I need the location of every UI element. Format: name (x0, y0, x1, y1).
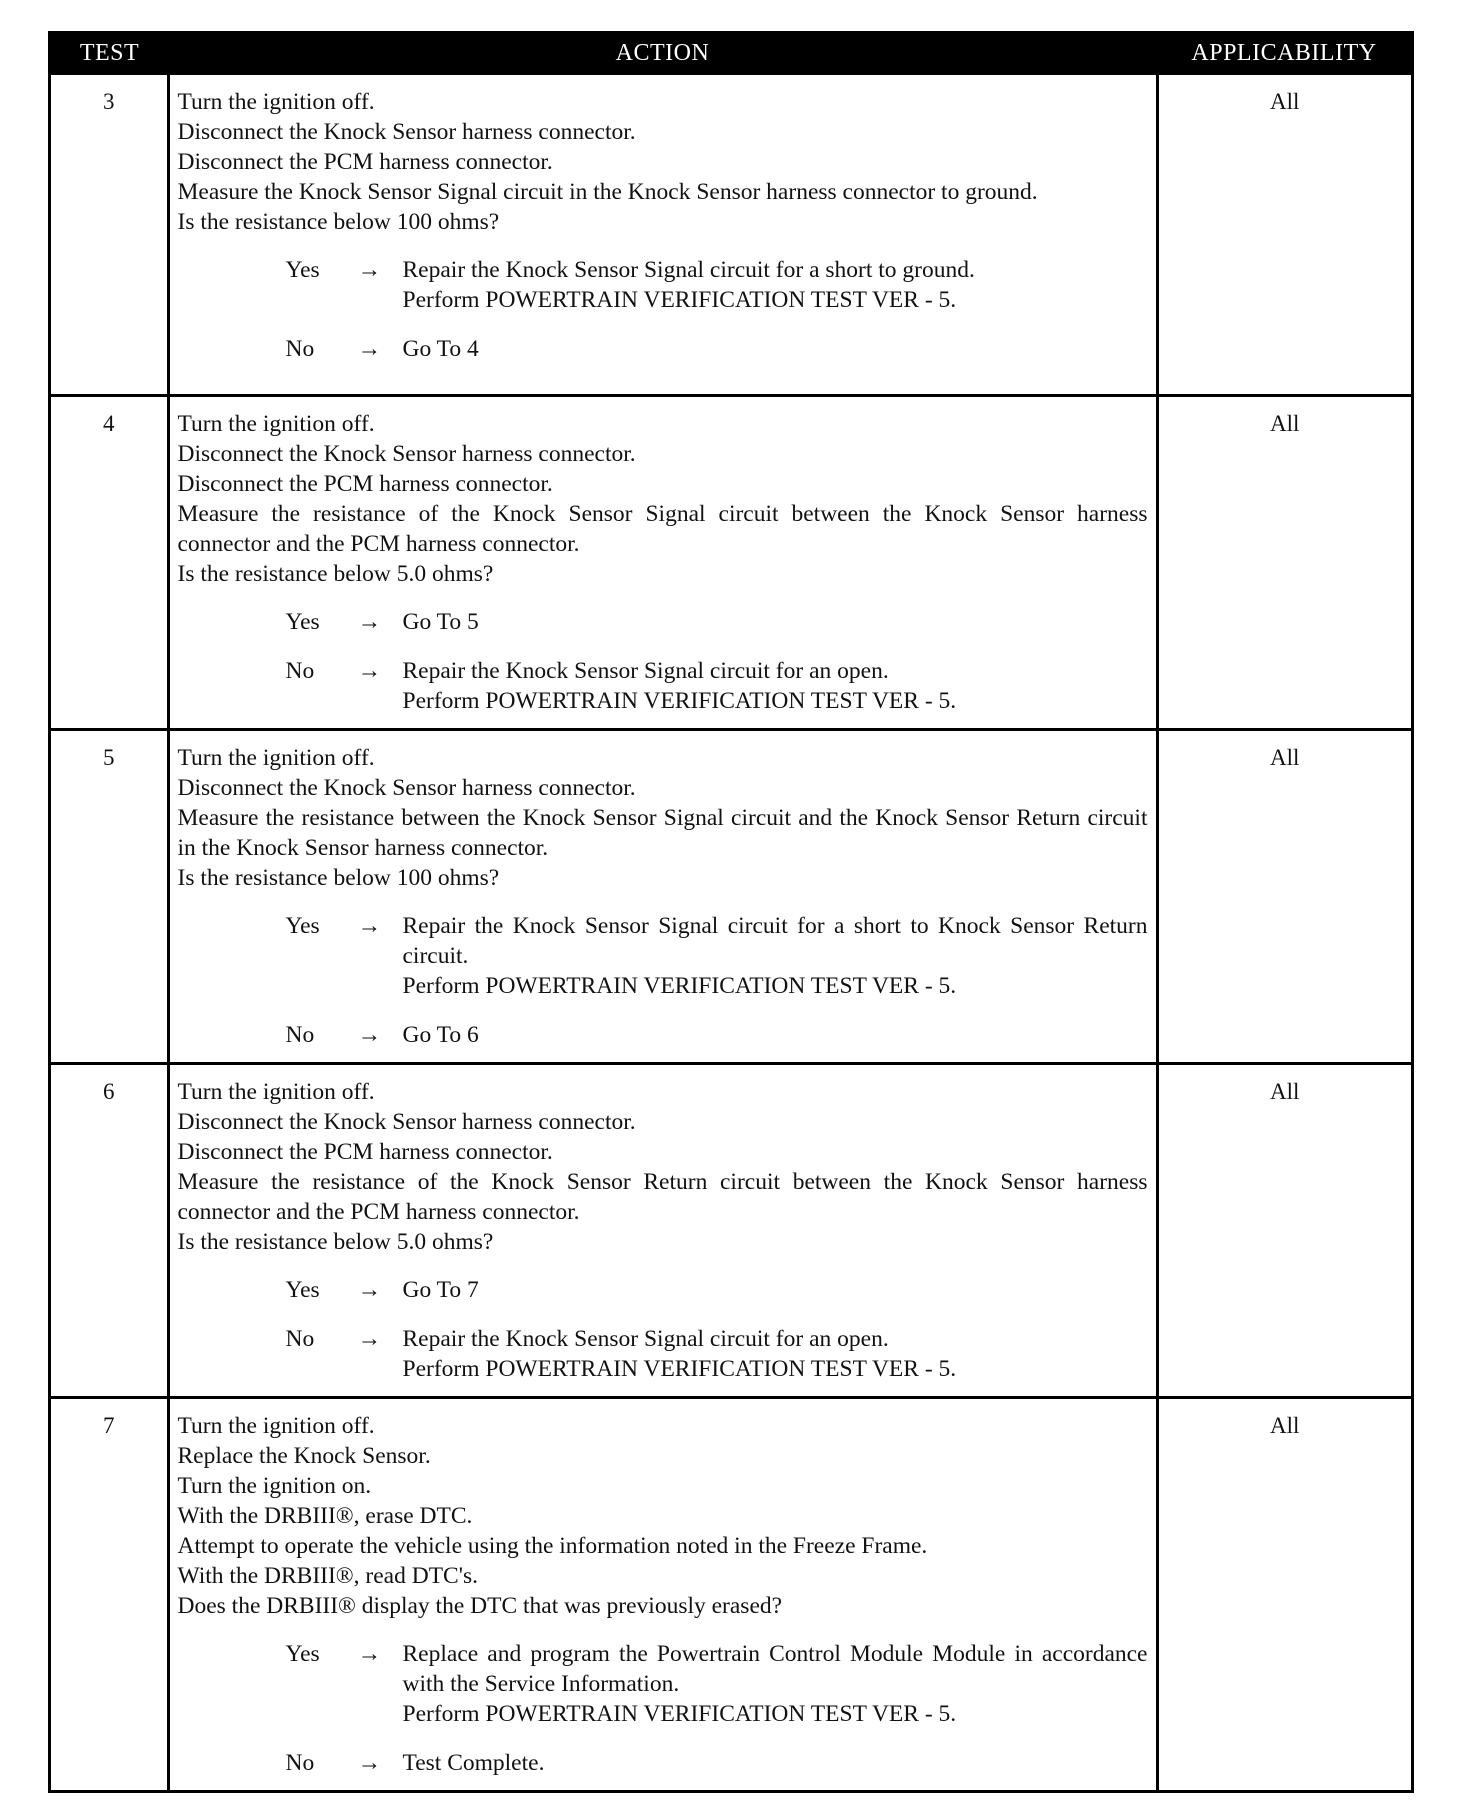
action-step: Is the resistance below 100 ohms? (177, 209, 500, 235)
answer-label: Yes (285, 1641, 320, 1667)
action-cell (168, 74, 1157, 396)
answer-label: No (285, 1022, 315, 1048)
arrow-right-icon: → (357, 1641, 381, 1667)
action-step: Disconnect the PCM harness connector. (177, 1139, 553, 1165)
answer-list (178, 1639, 1148, 1778)
answer-text (403, 255, 1148, 315)
answer-line: Go To 4 (402, 336, 479, 362)
test-row (51, 1398, 1411, 1791)
applicability-value: All (1157, 396, 1411, 730)
arrow-right-icon: → (357, 658, 381, 684)
table-body (51, 74, 1411, 1791)
answer-yes (178, 911, 1148, 1001)
action-cell (168, 396, 1157, 730)
answer-yes (178, 607, 1148, 637)
arrow-right-icon: → (357, 257, 381, 283)
answer-no (178, 1324, 1148, 1384)
diagnostic-test-table (48, 31, 1414, 1793)
answer-text (403, 607, 1148, 637)
action-step: With the DRBIII®, erase DTC. (177, 1503, 473, 1529)
header-applicability: APPLICABILITY (1157, 34, 1411, 74)
arrow-right-icon: → (357, 1326, 381, 1352)
answer-text (403, 1324, 1148, 1384)
action-step: Turn the ignition on. (177, 1473, 372, 1499)
action-step: Is the resistance below 5.0 ohms? (177, 561, 494, 587)
answer-line: Repair the Knock Sensor Signal circuit for an open. (402, 1326, 889, 1352)
action-step: Disconnect the Knock Sensor harness connector. (177, 1109, 636, 1135)
applicability-value: All (1157, 1398, 1411, 1791)
answer-no (178, 656, 1148, 716)
header-action: ACTION (168, 34, 1157, 74)
answer-label: Yes (285, 609, 320, 635)
answer-text (403, 1020, 1148, 1050)
test-row (51, 396, 1411, 730)
answer-label: No (285, 658, 315, 684)
answer-yes (178, 255, 1148, 315)
test-row (51, 74, 1411, 396)
answer-label: No (285, 336, 315, 362)
action-step: Measure the resistance of the Knock Sensor Signal circuit between the Knock Sensor harness connector and the PCM harness connector. (177, 501, 1148, 557)
arrow-right-icon: → (357, 1022, 381, 1048)
action-step: Measure the Knock Sensor Signal circuit in the Knock Sensor harness connector to ground. (177, 179, 1038, 205)
arrow-right-icon: → (357, 609, 381, 635)
arrow-right-icon: → (357, 1277, 381, 1303)
action-cell (168, 730, 1157, 1064)
test-number: 4 (51, 396, 168, 730)
header-row (51, 34, 1411, 74)
action-step: Turn the ignition off. (177, 1079, 375, 1105)
action-step: With the DRBIII®, read DTC's. (177, 1563, 478, 1589)
answer-list (178, 911, 1148, 1050)
action-step: Disconnect the Knock Sensor harness connector. (177, 775, 636, 801)
answer-label: Yes (285, 913, 320, 939)
answer-label: No (285, 1750, 315, 1776)
action-step: Turn the ignition off. (177, 745, 375, 771)
test-number: 5 (51, 730, 168, 1064)
action-step: Disconnect the Knock Sensor harness connector. (177, 441, 636, 467)
answer-line: Perform POWERTRAIN VERIFICATION TEST VER - 5. (402, 688, 957, 714)
answer-line: Go To 7 (402, 1277, 479, 1303)
test-row (51, 730, 1411, 1064)
answer-label: No (285, 1326, 315, 1352)
action-cell (168, 1398, 1157, 1791)
action-step: Turn the ignition off. (177, 1413, 375, 1439)
answer-yes (178, 1639, 1148, 1729)
action-step: Measure the resistance of the Knock Sensor Return circuit between the Knock Sensor harness connector and the PCM harness connector. (177, 1169, 1148, 1225)
action-step: Is the resistance below 5.0 ohms? (177, 1229, 494, 1255)
applicability-value: All (1157, 1064, 1411, 1398)
answer-text (403, 1275, 1148, 1305)
answer-text (403, 656, 1148, 716)
arrow-right-icon: → (357, 1750, 381, 1776)
applicability-value: All (1157, 74, 1411, 396)
answer-line: Test Complete. (402, 1750, 545, 1776)
answer-line: Perform POWERTRAIN VERIFICATION TEST VER - 5. (402, 287, 957, 313)
answer-line: Replace and program the Powertrain Control Module Module in accordance with the Service Information. (402, 1641, 1148, 1697)
answer-line: Repair the Knock Sensor Signal circuit for a short to ground. (402, 257, 975, 283)
action-step: Does the DRBIII® display the DTC that was previously erased? (177, 1593, 783, 1619)
test-number: 3 (51, 74, 168, 396)
answer-line: Go To 5 (402, 609, 479, 635)
action-step: Turn the ignition off. (177, 411, 375, 437)
answer-line: Go To 6 (402, 1022, 479, 1048)
action-step: Disconnect the PCM harness connector. (177, 149, 553, 175)
answer-line: Perform POWERTRAIN VERIFICATION TEST VER - 5. (402, 973, 957, 999)
action-step: Measure the resistance between the Knock Sensor Signal circuit and the Knock Sensor Return circuit in the Knock Sensor harness connector. (177, 805, 1148, 861)
answer-line: Perform POWERTRAIN VERIFICATION TEST VER - 5. (402, 1356, 957, 1382)
answer-list (178, 607, 1148, 716)
answer-list (178, 1275, 1148, 1384)
action-step: Disconnect the Knock Sensor harness connector. (177, 119, 636, 145)
test-number: 6 (51, 1064, 168, 1398)
answer-text (403, 1639, 1148, 1729)
answer-yes (178, 1275, 1148, 1305)
answer-list (178, 255, 1148, 364)
answer-label: Yes (285, 257, 320, 283)
test-number: 7 (51, 1398, 168, 1791)
answer-no (178, 1748, 1148, 1778)
answer-label: Yes (285, 1277, 320, 1303)
answer-line: Perform POWERTRAIN VERIFICATION TEST VER - 5. (402, 1701, 957, 1727)
action-step: Replace the Knock Sensor. (177, 1443, 431, 1469)
action-cell (168, 1064, 1157, 1398)
answer-no (178, 1020, 1148, 1050)
action-step: Attempt to operate the vehicle using the information noted in the Freeze Frame. (177, 1533, 928, 1559)
answer-line: Repair the Knock Sensor Signal circuit for a short to Knock Sensor Return circuit. (402, 913, 1148, 969)
test-table (51, 34, 1411, 1790)
answer-no (178, 334, 1148, 364)
answer-line: Repair the Knock Sensor Signal circuit for an open. (402, 658, 889, 684)
applicability-value: All (1157, 730, 1411, 1064)
arrow-right-icon: → (357, 913, 381, 939)
answer-text (403, 334, 1148, 364)
action-step: Turn the ignition off. (177, 89, 375, 115)
action-step: Disconnect the PCM harness connector. (177, 471, 553, 497)
arrow-right-icon: → (357, 336, 381, 362)
header-test: TEST (51, 34, 168, 74)
answer-text (403, 1748, 1148, 1778)
test-row (51, 1064, 1411, 1398)
action-step: Is the resistance below 100 ohms? (177, 865, 500, 891)
answer-text (403, 911, 1148, 1001)
